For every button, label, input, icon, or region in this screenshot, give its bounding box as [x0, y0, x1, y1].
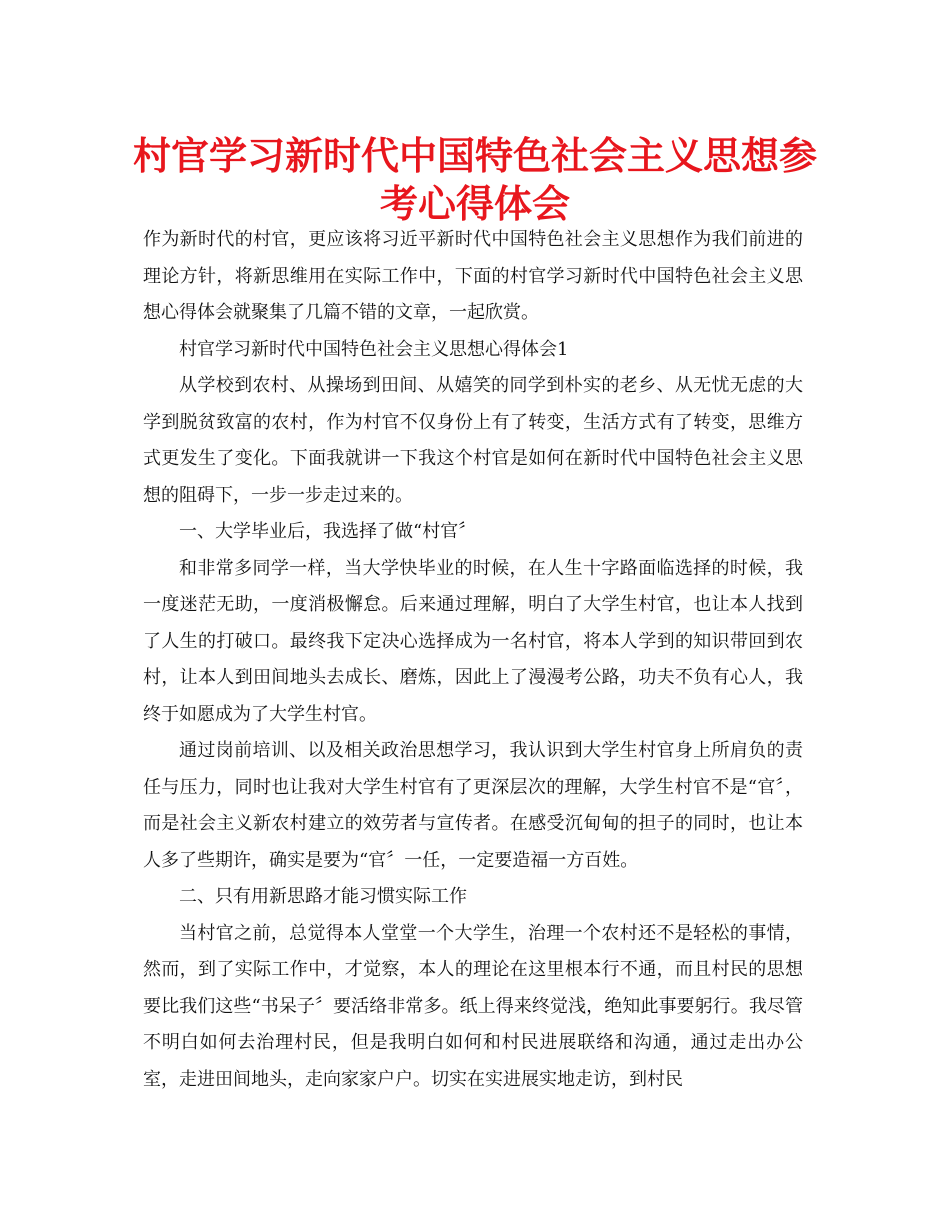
intro-paragraph: 作为新时代的村官，更应该将习近平新时代中国特色社会主义思想作为我们前进的理论方针，将新思维用在实际工作中，下面的村官学习新时代中国特色社会主义思想心得体会就聚集了几篇不错的文章，一起欣赏。 [143, 229, 803, 323]
body-paragraph: 当村官之前，总觉得本人堂堂一个大学生，治理一个农村还不是轻松的事情，然而，到了实际工作中，才觉察，本人的理论在这里根本行不通，而且村民的思想要比我们这些“书呆子〞要活络非常多。纸上得来终觉浅，绝知此事要躬行。我尽管不明白如何去治理村民，但是我明白如何和村民进展联络和沟通，通过走出办公室，走进田间地头，走向家家户户。切实在实进展实地走访，到村民 [143, 922, 803, 1090]
section-heading-1: 村官学习新时代中国特色社会主义思想心得体会1 [179, 338, 569, 360]
document-body [143, 222, 803, 1098]
document-title: 村官学习新时代中国特色社会主义思想参考心得体会 [132, 134, 817, 226]
body-paragraph: 和非常多同学一样，当大学快毕业的时候，在人生十字路面临选择的时候，我一度迷茫无助，一度消极懈怠。后来通过理解，明白了大学生村官，也让本人找到了人生的打破口。最终我下定决心选择成为一名村官，将本人学到的知识带回到农村，让本人到田间地头去成长、磨炼，因此上了漫漫考公路，功夫不负有心人，我终于如愿成为了大学生村官。 [143, 557, 803, 725]
body-paragraph: 从学校到农村、从操场到田间、从嬉笑的同学到朴实的老乡、从无忧无虑的大学到脱贫致富的农村，作为村官不仅身份上有了转变，生活方式有了转变，思维方式更发生了变化。下面我就讲一下我这个村官是如何在新时代中国特色社会主义思想的阻碍下，一步一步走过来的。 [143, 375, 803, 506]
subsection-heading-2: 二、只有用新思路才能习惯实际工作 [179, 886, 467, 907]
body-paragraph: 通过岗前培训、以及相关政治思想学习，我认识到大学生村官身上所肩负的责任与压力，同时也让我对大学生村官有了更深层次的理解，大学生村官不是“官〞，而是社会主义新农村建立的效劳者与宣传者。在感受沉甸甸的担子的同时，也让本人多了些期许，确实是要为“官〞一任，一定要造福一方百姓。 [143, 740, 803, 871]
subsection-heading-1: 一、大学毕业后，我选择了做“村官〞 [179, 521, 477, 542]
